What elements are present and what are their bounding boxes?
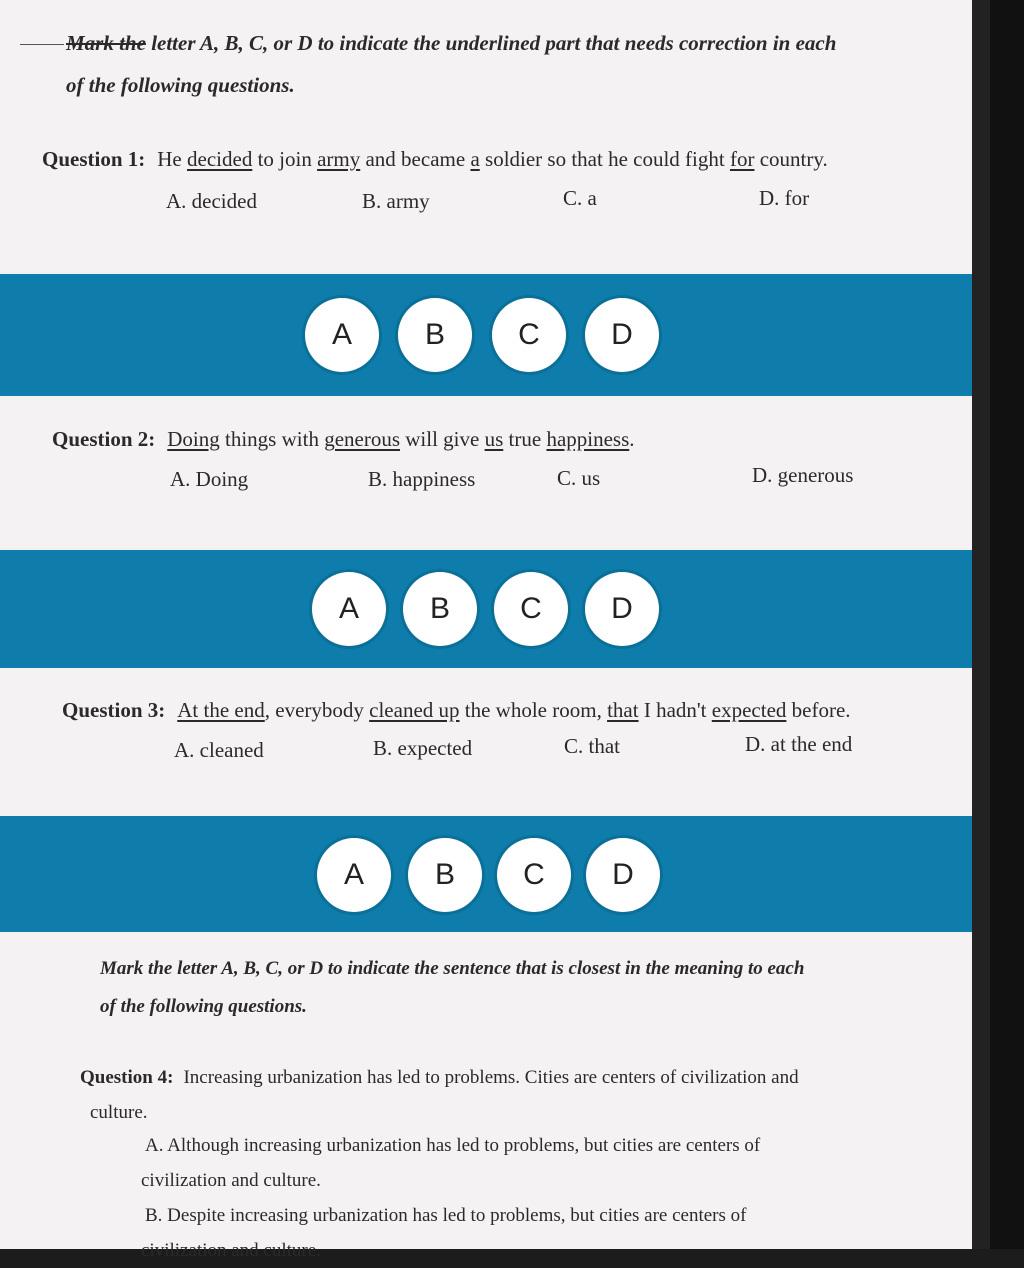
monitor-edge [990,0,1024,1249]
q3-option-b: B. expected [373,736,473,760]
q2-answer-c-button[interactable]: C [494,572,568,646]
question-3-text: Question 3: At the end, everybody cleaned up the whole room, that I hadn't expected before. [62,698,851,722]
q1-option-a: A. decided [166,189,257,213]
q2-answer-a-button[interactable]: A [312,572,386,646]
question-4-text: Question 4: Increasing urbanization has led to problems. Cities are centers of civilization and culture. [80,1067,799,1123]
q1-option-c: C. a [563,186,597,210]
q3-option-a: A. cleaned [174,738,264,762]
q1-answer-d-button[interactable]: D [585,298,659,372]
answer-band-1 [0,274,972,396]
q2-option-d: D. generous [752,463,854,487]
margin-line [20,44,64,45]
q2-option-a: A. Doing [170,467,249,491]
section2-instruction: Mark the letter A, B, C, or D to indicate the sentence that is closest in the meaning to each of the following questions. [100,958,805,1017]
question-panel-3 [0,670,972,814]
q2-option-b: B. happiness [368,467,476,491]
section1-instruction: Mark the letter A, B, C, or D to indicate the underlined part that needs correction in each of the following questions. [66,31,837,97]
q3-answer-c-button[interactable]: C [497,838,571,912]
q2-answer-b-button[interactable]: B [403,572,477,646]
question-panel-4 [0,934,972,1261]
q1-option-d: D. for [759,186,810,210]
q2-option-c: C. us [557,466,601,490]
answer-band-3 [0,816,972,932]
q1-answer-b-button[interactable]: B [398,298,472,372]
question-2-text: Question 2: Doing things with generous will give us true happiness. [52,427,635,451]
q3-option-d: D. at the end [745,732,853,756]
q4-option-b: B. Despite increasing urbanization has led to problems, but cities are centers of civilization and culture. [141,1205,747,1261]
q2-answer-d-button[interactable]: D [585,572,659,646]
q3-option-c: C. that [564,734,620,758]
q3-answer-a-button[interactable]: A [317,838,391,912]
q3-answer-d-button[interactable]: D [586,838,660,912]
answer-band-2 [0,550,972,668]
question-panel-2 [0,400,972,548]
q3-answer-b-button[interactable]: B [408,838,482,912]
q1-option-b: B. army [362,189,430,213]
question-1-text: Question 1: He decided to join army and became a soldier so that he could fight for country. [42,147,828,171]
q1-answer-a-button[interactable]: A [305,298,379,372]
question-panel-1 [0,0,972,272]
q4-option-a: A. Although increasing urbanization has led to problems, but cities are centers of civilization and culture. [141,1135,761,1191]
q1-answer-c-button[interactable]: C [492,298,566,372]
